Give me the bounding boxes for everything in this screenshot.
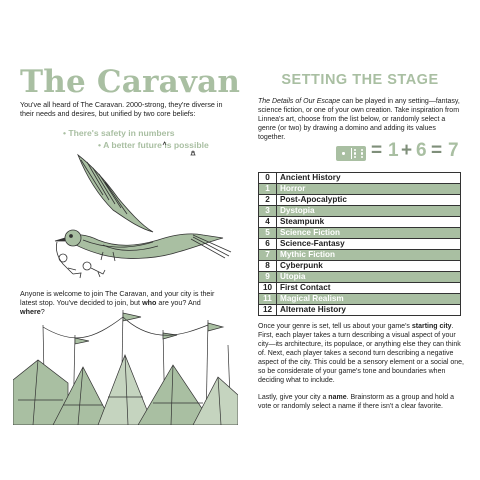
formula-value-a: 1	[388, 140, 399, 161]
domino-formula	[336, 140, 461, 165]
table-row	[259, 173, 461, 184]
genre-name: Horror	[277, 184, 461, 195]
genre-number: 5	[259, 228, 277, 239]
genre-number: 8	[259, 261, 277, 272]
belief-item: • A better future is possible	[98, 140, 209, 150]
domino-icon	[336, 146, 366, 161]
genre-name: Steampunk	[277, 217, 461, 228]
genre-name: Mythic Fiction	[277, 250, 461, 261]
genre-table	[258, 172, 461, 316]
table-row	[259, 272, 461, 283]
genre-name: Alternate History	[277, 305, 461, 316]
genre-name: Dystopia	[277, 206, 461, 217]
caravan-intro: You've all heard of The Caravan. 2000-strong, they're diverse in their needs and desires, but unified by two core beliefs:	[20, 100, 223, 118]
table-row	[259, 195, 461, 206]
formula-plus: +	[401, 140, 413, 161]
table-row	[259, 184, 461, 195]
page-title-setting: SETTING THE STAGE	[281, 72, 439, 88]
page-title-caravan: The Caravan	[20, 64, 241, 100]
genre-number: 1	[259, 184, 277, 195]
right-page	[253, 60, 467, 425]
domino-half-one	[338, 148, 349, 159]
table-row	[259, 305, 461, 316]
caravan-tents-illustration	[13, 305, 238, 425]
table-row	[259, 228, 461, 239]
formula-result: 7	[448, 140, 459, 161]
table-row	[259, 217, 461, 228]
join-caravan-text: Anyone is welcome to join The Caravan, and your city is their latest stop. You've decided to join, but who are you? And where?	[20, 289, 215, 316]
starting-city-paragraph: Once your genre is set, tell us about your game's starting city. First, each player takes a turn describing a visual aspect of your city—its architecture, its populace, or anything else they can think of. Next, each player takes a second turn describing a negative aspect of the city. This could be a sensory element or a social one, so be considerate of your game's tone and boundaries when deciding what to include.	[258, 323, 464, 384]
table-row	[259, 294, 461, 305]
genre-number: 0	[259, 173, 277, 184]
formula-value-b: 6	[416, 140, 427, 161]
formula-equals: =	[371, 140, 383, 161]
genre-number: 4	[259, 217, 277, 228]
genre-number: 6	[259, 239, 277, 250]
genre-name: Science-Fantasy	[277, 239, 461, 250]
genre-number: 2	[259, 195, 277, 206]
genre-name: First Contact	[277, 283, 461, 294]
table-row	[259, 206, 461, 217]
genre-number: 9	[259, 272, 277, 283]
starting-city-text	[258, 322, 465, 419]
table-row	[259, 283, 461, 294]
genre-number: 7	[259, 250, 277, 261]
formula-equals: =	[431, 140, 443, 161]
belief-item: • There's safety in numbers	[63, 128, 175, 138]
genre-name: Magical Realism	[277, 294, 461, 305]
genre-number: 12	[259, 305, 277, 316]
city-name-paragraph: Lastly, give your city a name. Brainstorm as a group and hold a vote or randomly select a name if there isn't a clear favorite.	[258, 394, 454, 410]
genre-name: Science Fiction	[277, 228, 461, 239]
left-page	[13, 60, 241, 425]
genre-name: Ancient History	[277, 173, 461, 184]
book-spread	[13, 60, 467, 425]
genre-number: 11	[259, 294, 277, 305]
table-row	[259, 261, 461, 272]
domino-half-six	[353, 148, 364, 159]
genre-name: Post-Apocalyptic	[277, 195, 461, 206]
table-row	[259, 250, 461, 261]
genre-number: 10	[259, 283, 277, 294]
genre-name: Cyberpunk	[277, 261, 461, 272]
table-row	[259, 239, 461, 250]
genre-number: 3	[259, 206, 277, 217]
bird-with-key-illustration	[43, 140, 233, 280]
genre-name: Utopia	[277, 272, 461, 283]
setting-intro: The Details of Our Escape can be played in any setting—fantasy, science fiction, or one of your own creation. Take inspiration from Linnea's art, choose from the list below, or randomly select a genre (or two) by drawing a domino and adding its values together.	[258, 98, 460, 141]
